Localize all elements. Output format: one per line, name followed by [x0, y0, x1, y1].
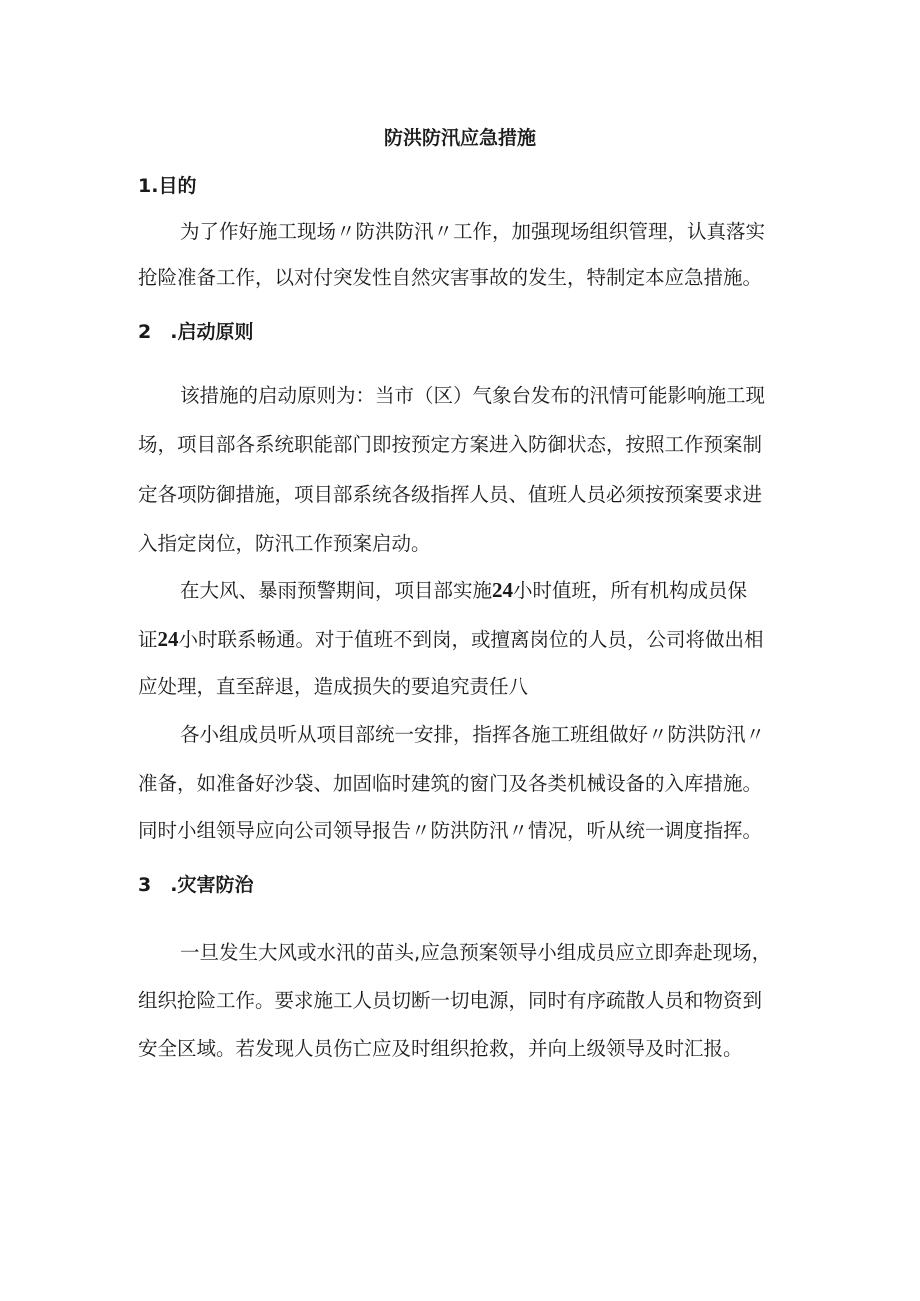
- line-text: 证: [138, 628, 158, 651]
- paragraph-line: 为了作好施工现场〃防洪防汛〃工作，加强现场组织管理，认真落实: [180, 220, 766, 243]
- section-heading-activation: 2 .启动原则: [138, 321, 254, 343]
- paragraph-line: 安全区域。若发现人员伤亡应及时组织抢救，并向上级领导及时汇报。: [138, 1037, 743, 1060]
- line-text: 小时值班，所有机构成员保: [513, 579, 748, 602]
- paragraph-line: 同时小组领导应向公司领导报告〃防洪防汛〃情况，听从统一调度指挥。: [138, 819, 763, 842]
- paragraph-line: 场，项目部各系统职能部门即按预定方案进入防御状态，按照工作预案制: [138, 433, 763, 456]
- paragraph-line: 抢险准备工作，以对付突发性自然灾害事故的发生，特制定本应急措施。: [138, 266, 763, 289]
- hours-number: 24: [492, 578, 514, 602]
- hours-number: 24: [157, 627, 179, 651]
- paragraph-line: 一旦发生大风或水汛的苗头,应急预案领导小组成员应立即奔赴现场，: [180, 941, 772, 964]
- line-text: 在大风、暴雨预警期间，项目部实施: [180, 579, 493, 602]
- paragraph-line: 准备，如准备好沙袋、加固临时建筑的窗门及各类机械设备的入库措施。: [138, 772, 763, 795]
- paragraph-line-with-number: [180, 576, 747, 605]
- paragraph-line: 组织抢险工作。要求施工人员切断一切电源，同时有序疏散人员和物资到: [138, 989, 763, 1012]
- document-title: 防洪防汛应急措施: [383, 127, 536, 149]
- paragraph-line: 入指定岗位，防汛工作预案启动。: [138, 532, 431, 555]
- section-heading-disaster-prevention: 3 .灾害防治: [138, 874, 254, 896]
- paragraph-line: 该措施的启动原则为：当市（区）气象台发布的汛情可能影响施工现: [180, 384, 766, 407]
- section-heading-purpose: 1.目的: [138, 175, 197, 197]
- paragraph-line-with-number: [138, 625, 764, 654]
- paragraph-line: 各小组成员听从项目部统一安排，指挥各施工班组做好〃防洪防汛〃: [180, 723, 766, 746]
- paragraph-line: 定各项防御措施，项目部系统各级指挥人员、值班人员必须按预案要求进: [138, 483, 763, 506]
- line-text: 小时联系畅通。对于值班不到岗，或擅离岗位的人员，公司将做出相: [178, 628, 764, 651]
- paragraph-line: 应处理，直至辞退，造成损失的要追究责任八: [138, 675, 529, 698]
